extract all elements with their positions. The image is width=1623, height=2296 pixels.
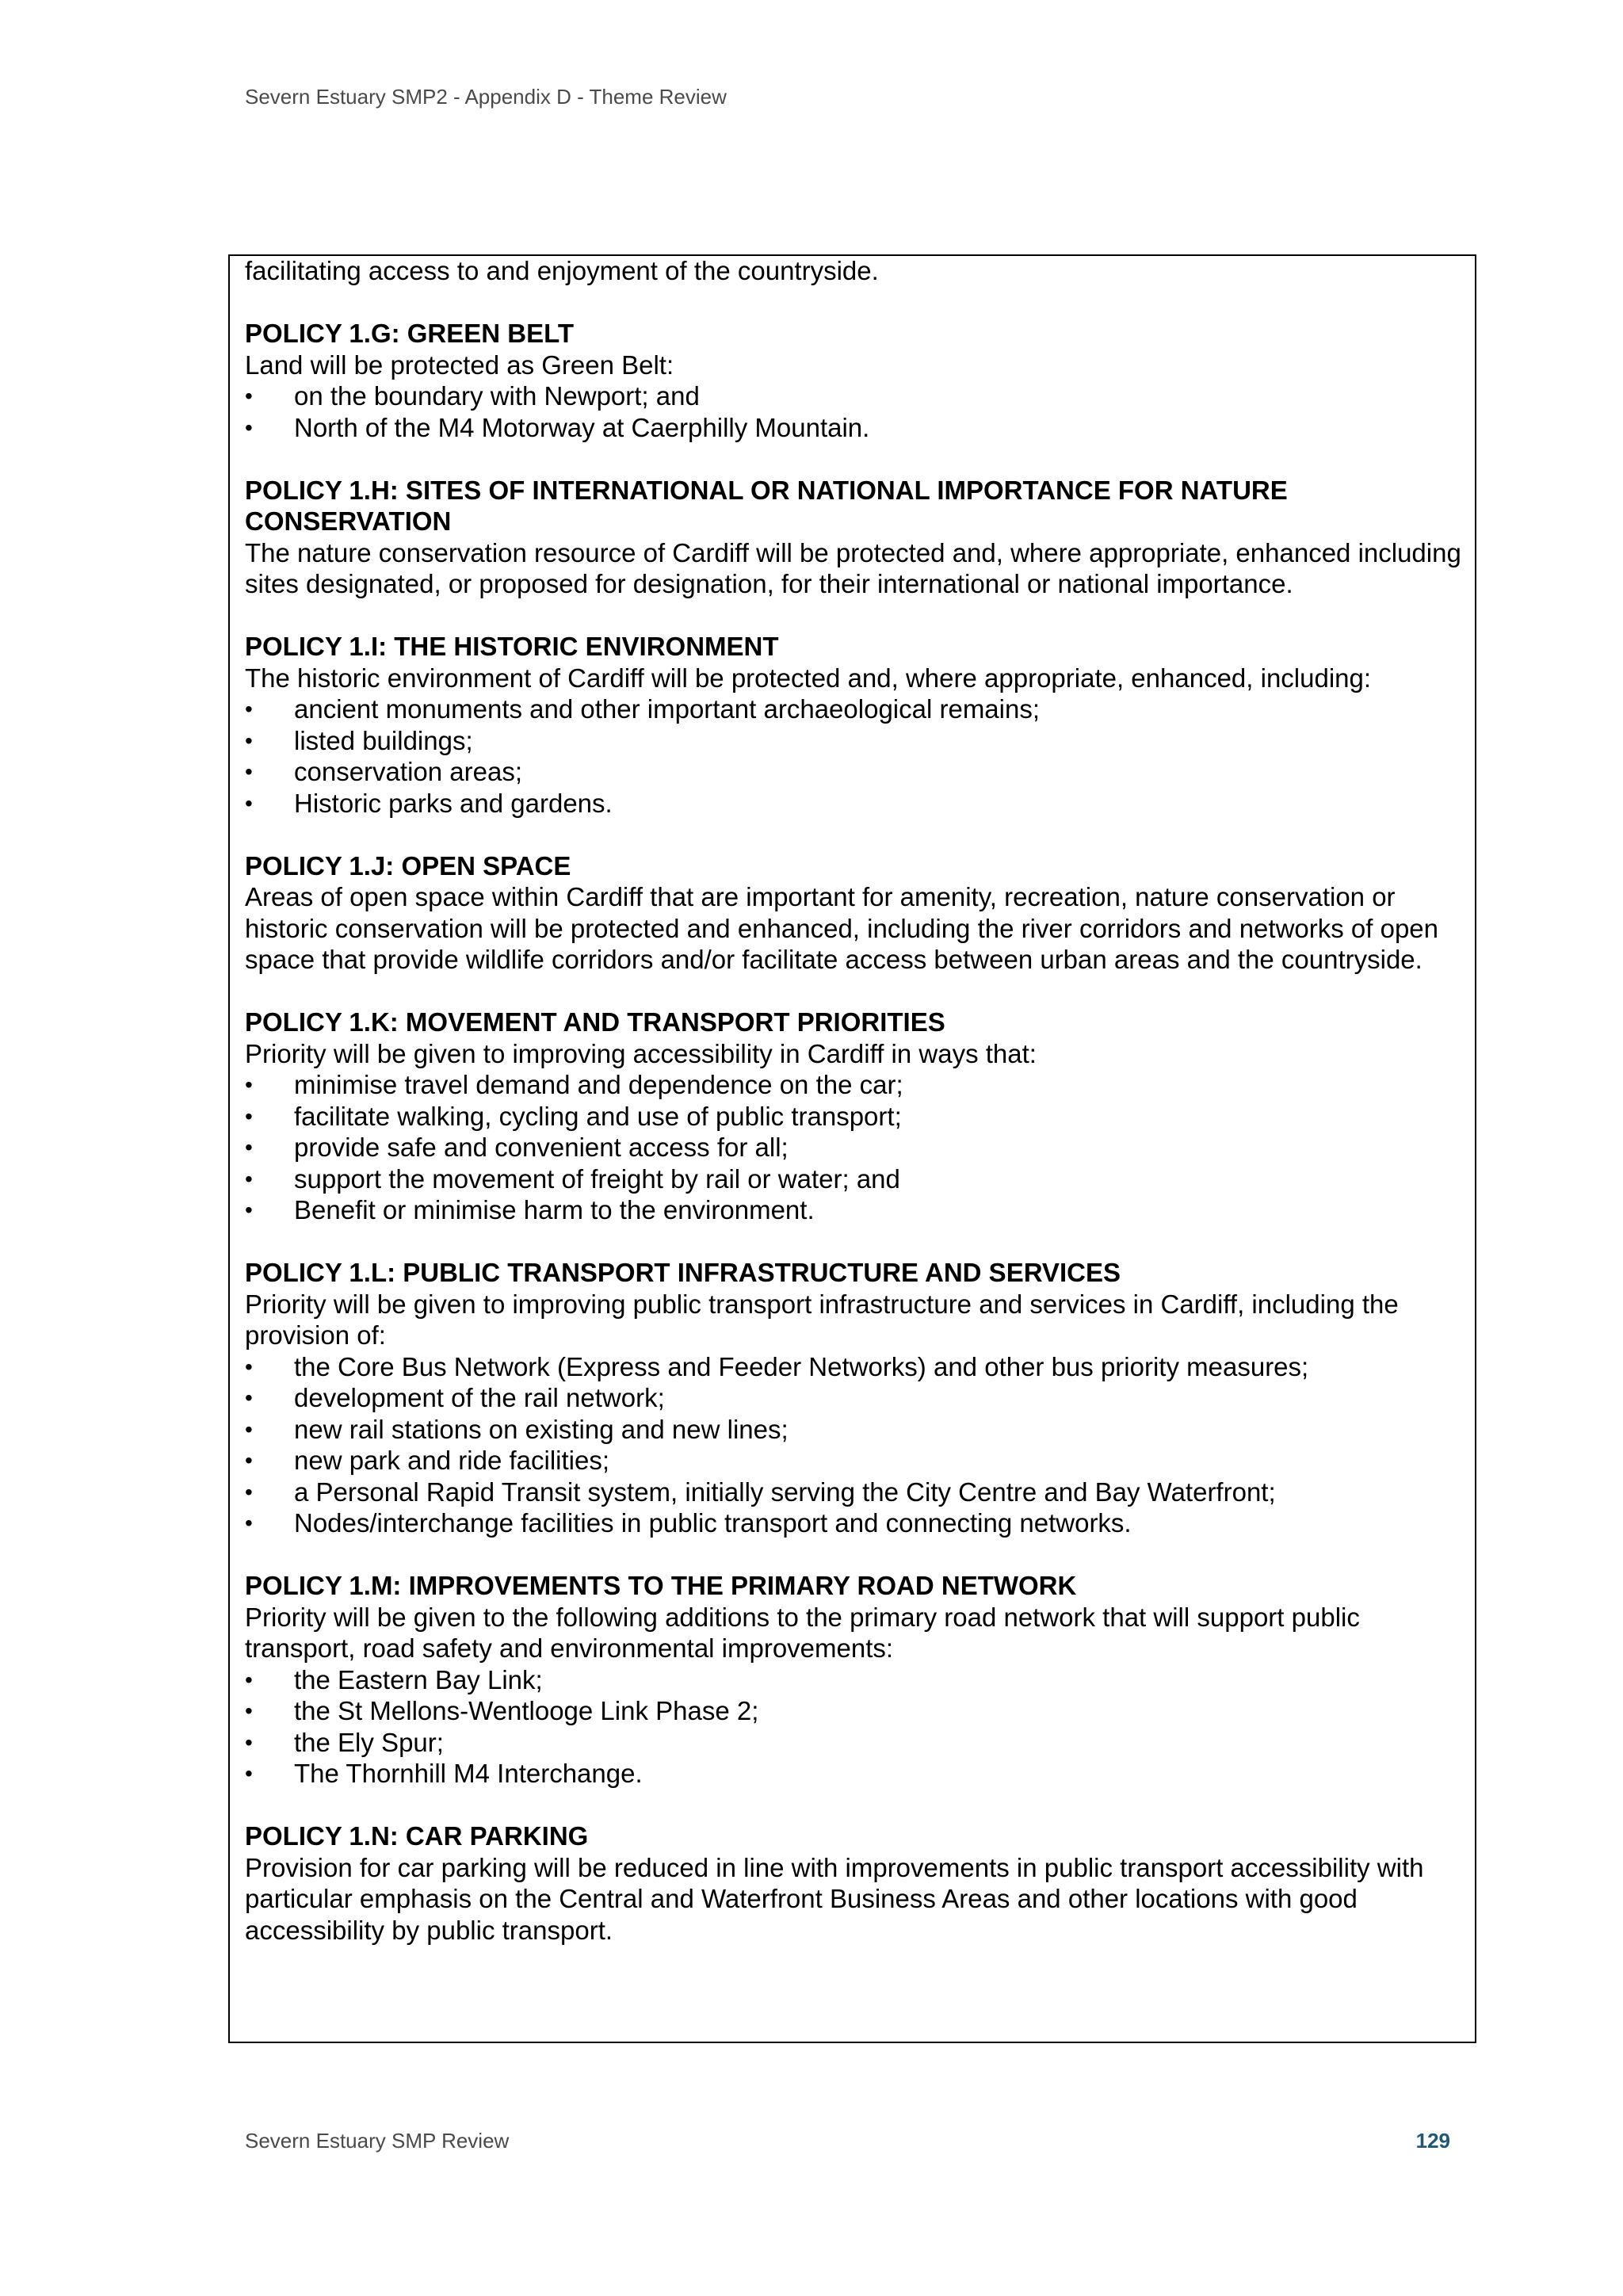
bullet-item: • The Thornhill M4 Interchange. <box>245 1758 1465 1790</box>
policy-text: Priority will be given to improving public transport infrastructure and services in Cardiff, including the provision of: <box>245 1289 1399 1350</box>
bullet-item: • provide safe and convenient access for all; <box>245 1132 1465 1163</box>
bullet-item: • Historic parks and gardens. <box>245 788 1465 819</box>
bullet-item: • the Eastern Bay Link; <box>245 1664 1465 1696</box>
policy-section <box>245 475 1465 600</box>
bullet-item: • minimise travel demand and dependence on the car; <box>245 1069 1465 1101</box>
policy-title: POLICY 1.N: CAR PARKING <box>245 1821 589 1851</box>
policy-title: POLICY 1.H: SITES OF INTERNATIONAL OR NATIONAL IMPORTANCE FOR NATURE CONSERVATION <box>245 475 1288 536</box>
bullet-item: • the Ely Spur; <box>245 1727 1465 1759</box>
policy-section <box>245 850 1465 976</box>
policy-text: Areas of open space within Cardiff that are important for amenity, recreation, nature conservation or historic conservation will be protected and enhanced, including the river corridors and networks of open space that provide wildlife corridors and/or facilitate access between urban areas and the countryside. <box>245 882 1439 974</box>
bullet-item: • support the movement of freight by rail or water; and <box>245 1163 1465 1195</box>
policy-title: POLICY 1.I: THE HISTORIC ENVIRONMENT <box>245 632 779 661</box>
bullet-list <box>245 1069 1465 1226</box>
policy-text: Priority will be given to the following additions to the primary road network that will support public transport, road safety and environmental improvements: <box>245 1602 1360 1663</box>
bullet-item: • on the boundary with Newport; and <box>245 380 1465 412</box>
bullet-item: • the Core Bus Network (Express and Feeder Networks) and other bus priority measures; <box>245 1351 1465 1383</box>
bullet-item: • conservation areas; <box>245 756 1465 788</box>
policy-title: POLICY 1.J: OPEN SPACE <box>245 850 571 881</box>
intro-line: facilitating access to and enjoyment of the countryside. <box>245 256 879 285</box>
bullet-list <box>245 380 1465 443</box>
bullet-list <box>245 1351 1465 1539</box>
bullet-item: • the St Mellons-Wentlooge Link Phase 2; <box>245 1695 1465 1727</box>
policy-section <box>245 1570 1465 1790</box>
policy-title: POLICY 1.K: MOVEMENT AND TRANSPORT PRIORITIES <box>245 1007 945 1037</box>
policy-text: Priority will be given to improving accessibility in Cardiff in ways that: <box>245 1038 1037 1068</box>
policy-section <box>245 1257 1465 1539</box>
bullet-item: • listed buildings; <box>245 725 1465 757</box>
policy-title: POLICY 1.M: IMPROVEMENTS TO THE PRIMARY ROAD NETWORK <box>245 1571 1077 1600</box>
bullet-item: • new rail stations on existing and new lines; <box>245 1414 1465 1446</box>
policy-box-content <box>245 255 1465 1946</box>
bullet-item: • a Personal Rapid Transit system, initially serving the City Centre and Bay Waterfront; <box>245 1477 1465 1508</box>
policy-section <box>245 1820 1465 1946</box>
running-header: Severn Estuary SMP2 - Appendix D - Theme Review <box>245 85 727 109</box>
policy-section <box>245 1007 1465 1226</box>
policies-list <box>245 318 1465 1946</box>
policy-title: POLICY 1.L: PUBLIC TRANSPORT INFRASTRUCTURE AND SERVICES <box>245 1258 1121 1287</box>
bullet-list <box>245 1664 1465 1790</box>
bullet-item: • new park and ride facilities; <box>245 1445 1465 1477</box>
page-number: 129 <box>1415 2129 1450 2153</box>
bullet-item: • Nodes/interchange facilities in public transport and connecting networks. <box>245 1507 1465 1539</box>
bullet-item: • facilitate walking, cycling and use of public transport; <box>245 1101 1465 1133</box>
policy-text: Provision for car parking will be reduced in line with improvements in public transport accessibility with particular emphasis on the Central and Waterfront Business Areas and other locations with good accessibility by public transport. <box>245 1852 1424 1945</box>
bullet-list <box>245 693 1465 819</box>
bullet-item: • ancient monuments and other important archaeological remains; <box>245 693 1465 725</box>
policy-text: The nature conservation resource of Cardiff will be protected and, where appropriate, enhanced including sites designated, or proposed for designation, for their international or national importance. <box>245 537 1461 598</box>
bullet-item: • Benefit or minimise harm to the environment. <box>245 1194 1465 1226</box>
bullet-item: • development of the rail network; <box>245 1382 1465 1414</box>
policy-section <box>245 318 1465 443</box>
policy-section <box>245 631 1465 819</box>
policy-text: Land will be protected as Green Belt: <box>245 350 674 380</box>
policy-text: The historic environment of Cardiff will be protected and, where appropriate, enhanced, including: <box>245 663 1372 693</box>
bullet-item: • North of the M4 Motorway at Caerphilly Mountain. <box>245 412 1465 444</box>
running-footer: Severn Estuary SMP Review <box>245 2129 510 2153</box>
policy-title: POLICY 1.G: GREEN BELT <box>245 319 574 348</box>
